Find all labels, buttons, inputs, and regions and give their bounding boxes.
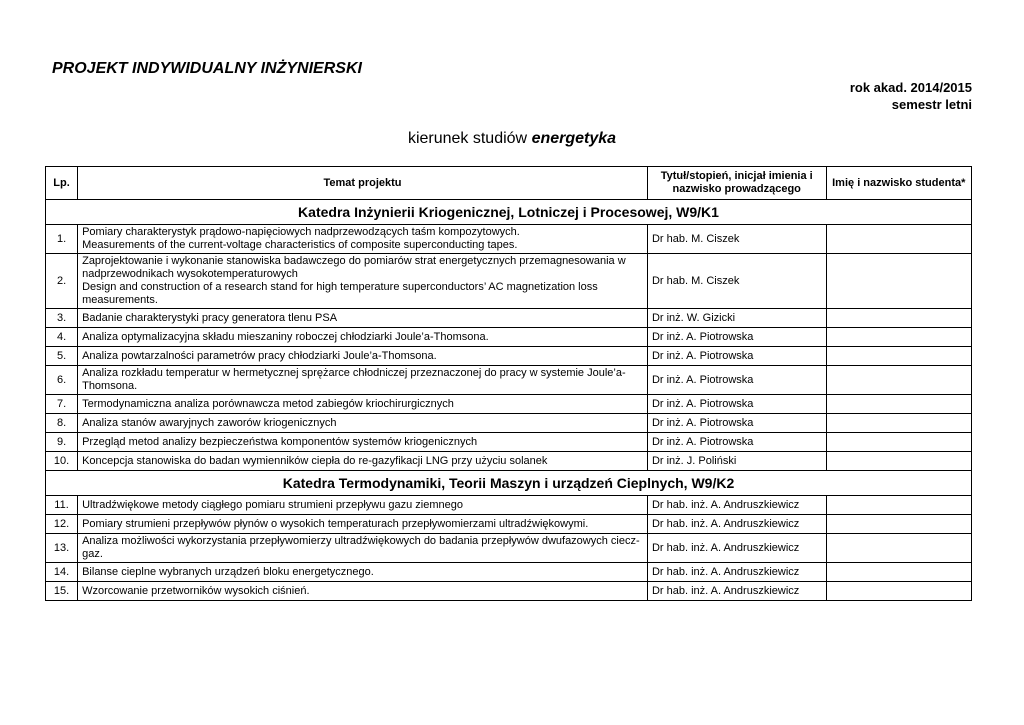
field-of-study bbox=[0, 130, 1024, 148]
column-header-supervisor: Tytuł/stopień, inicjał imienia i nazwisko prowadzącego bbox=[647, 167, 826, 200]
supervisor-name: Dr inż. A. Piotrowska bbox=[647, 366, 826, 395]
table-row bbox=[46, 534, 972, 563]
supervisor-name: Dr hab. inż. A. Andruszkiewicz bbox=[647, 515, 826, 534]
row-number: 3. bbox=[46, 309, 78, 328]
topic-english: Measurements of the current-voltage characteristics of composite superconducting tapes. bbox=[82, 239, 518, 251]
topic-polish: Pomiary strumieni przepływów płynów o wysokich temperaturach przepływomierzami ultradźwiękowymi. bbox=[82, 517, 589, 530]
supervisor-name: Dr inż. A. Piotrowska bbox=[647, 395, 826, 414]
project-topic bbox=[78, 366, 648, 395]
topic-polish: Bilanse cieplne wybranych urządzeń bloku energetycznego. bbox=[82, 565, 374, 578]
table-row bbox=[46, 496, 972, 515]
supervisor-name: Dr inż. A. Piotrowska bbox=[647, 328, 826, 347]
project-topic bbox=[78, 395, 648, 414]
student-name-cell[interactable] bbox=[826, 328, 971, 347]
table-row bbox=[46, 452, 972, 471]
project-topic bbox=[78, 452, 648, 471]
topic-polish: Wzorcowanie przetworników wysokich ciśnień. bbox=[82, 584, 310, 597]
project-topic bbox=[78, 515, 648, 534]
project-topic bbox=[78, 254, 648, 309]
table-body bbox=[46, 200, 972, 601]
table-row bbox=[46, 414, 972, 433]
student-name-cell[interactable] bbox=[826, 496, 971, 515]
topic-polish: Analiza rozkładu temperatur w hermetycznej sprężarce chłodniczej przeznaczonej do pracy w systemie Joule’a-Thomsona. bbox=[82, 367, 626, 392]
projects-table bbox=[45, 166, 972, 601]
column-header-lp: Lp. bbox=[46, 167, 78, 200]
topic-polish: Ultradźwiękowe metody ciągłego pomiaru strumieni przepływu gazu ziemnego bbox=[82, 498, 463, 511]
supervisor-name: Dr hab. M. Ciszek bbox=[647, 254, 826, 309]
department-name: Katedra Inżynierii Kriogenicznej, Lotniczej i Procesowej, W9/K1 bbox=[46, 200, 972, 225]
row-number: 11. bbox=[46, 496, 78, 515]
topic-polish: Koncepcja stanowiska do badan wymienników ciepła do re-gazyfikacji LNG przy użyciu solanek bbox=[82, 454, 548, 467]
row-number: 14. bbox=[46, 563, 78, 582]
project-topic bbox=[78, 309, 648, 328]
supervisor-name: Dr inż. A. Piotrowska bbox=[647, 414, 826, 433]
row-number: 1. bbox=[46, 225, 78, 254]
supervisor-name: Dr hab. M. Ciszek bbox=[647, 225, 826, 254]
row-number: 5. bbox=[46, 347, 78, 366]
row-number: 10. bbox=[46, 452, 78, 471]
student-name-cell[interactable] bbox=[826, 366, 971, 395]
department-row bbox=[46, 471, 972, 496]
project-topic bbox=[78, 225, 648, 254]
project-topic bbox=[78, 433, 648, 452]
supervisor-name: Dr hab. inż. A. Andruszkiewicz bbox=[647, 534, 826, 563]
project-topic bbox=[78, 496, 648, 515]
student-name-cell[interactable] bbox=[826, 395, 971, 414]
table-row bbox=[46, 395, 972, 414]
row-number: 13. bbox=[46, 534, 78, 563]
row-number: 6. bbox=[46, 366, 78, 395]
topic-english: Design and construction of a research stand for high temperature superconductors’ AC magnetization loss measurements. bbox=[82, 281, 598, 306]
project-topic bbox=[78, 534, 648, 563]
academic-year: rok akad. 2014/2015 bbox=[849, 80, 972, 95]
student-name-cell[interactable] bbox=[826, 414, 971, 433]
department-name: Katedra Termodynamiki, Teorii Maszyn i urządzeń Cieplnych, W9/K2 bbox=[46, 471, 972, 496]
row-number: 12. bbox=[46, 515, 78, 534]
academic-period bbox=[850, 79, 972, 113]
supervisor-name: Dr hab. inż. A. Andruszkiewicz bbox=[647, 496, 826, 515]
column-header-student: Imię i nazwisko studenta* bbox=[826, 167, 971, 200]
topic-polish: Zaprojektowanie i wykonanie stanowiska badawczego do pomiarów strat energetycznych przemagnesowania w nadprzewodnikach wysokotemperaturowych bbox=[82, 255, 626, 280]
student-name-cell[interactable] bbox=[826, 225, 971, 254]
table-row bbox=[46, 563, 972, 582]
department-row bbox=[46, 200, 972, 225]
row-number: 2. bbox=[46, 254, 78, 309]
student-name-cell[interactable] bbox=[826, 515, 971, 534]
table-row bbox=[46, 347, 972, 366]
table-row bbox=[46, 225, 972, 254]
supervisor-name: Dr hab. inż. A. Andruszkiewicz bbox=[647, 563, 826, 582]
student-name-cell[interactable] bbox=[826, 309, 971, 328]
topic-polish: Analiza optymalizacyjna składu mieszaniny roboczej chłodziarki Joule’a-Thomsona. bbox=[82, 330, 489, 343]
supervisor-name: Dr inż. J. Poliński bbox=[647, 452, 826, 471]
topic-polish: Analiza możliwości wykorzystania przepływomierzy ultradźwiękowych do badania przepływów dwufazowych ciecz-gaz. bbox=[82, 535, 640, 560]
table-header-row bbox=[46, 167, 972, 200]
project-topic bbox=[78, 582, 648, 601]
topic-polish: Analiza powtarzalności parametrów pracy chłodziarki Joule’a-Thomsona. bbox=[82, 349, 437, 362]
table-row bbox=[46, 254, 972, 309]
semester: semestr letni bbox=[891, 97, 972, 112]
project-topic bbox=[78, 414, 648, 433]
student-name-cell[interactable] bbox=[826, 563, 971, 582]
student-name-cell[interactable] bbox=[826, 254, 971, 309]
topic-polish: Badanie charakterystyki pracy generatora tlenu PSA bbox=[82, 311, 338, 324]
row-number: 9. bbox=[46, 433, 78, 452]
student-name-cell[interactable] bbox=[826, 452, 971, 471]
table-row bbox=[46, 328, 972, 347]
table-row bbox=[46, 366, 972, 395]
topic-polish: Pomiary charakterystyk prądowo-napięciowych nadprzewodzących taśm kompozytowych. bbox=[82, 226, 520, 238]
student-name-cell[interactable] bbox=[826, 582, 971, 601]
field-value: energetyka bbox=[531, 130, 617, 147]
column-header-topic: Temat projektu bbox=[78, 167, 648, 200]
table-row bbox=[46, 433, 972, 452]
supervisor-name: Dr inż. W. Gizicki bbox=[647, 309, 826, 328]
supervisor-name: Dr inż. A. Piotrowska bbox=[647, 433, 826, 452]
project-topic bbox=[78, 347, 648, 366]
row-number: 15. bbox=[46, 582, 78, 601]
topic-polish: Analiza stanów awaryjnych zaworów kriogenicznych bbox=[82, 416, 337, 429]
topic-polish: Przegląd metod analizy bezpieczeństwa komponentów systemów kriogenicznych bbox=[82, 435, 478, 448]
supervisor-name: Dr inż. A. Piotrowska bbox=[647, 347, 826, 366]
table-row bbox=[46, 582, 972, 601]
supervisor-name: Dr hab. inż. A. Andruszkiewicz bbox=[647, 582, 826, 601]
table-row bbox=[46, 515, 972, 534]
table-row bbox=[46, 309, 972, 328]
project-topic bbox=[78, 328, 648, 347]
row-number: 4. bbox=[46, 328, 78, 347]
row-number: 8. bbox=[46, 414, 78, 433]
project-topic bbox=[78, 563, 648, 582]
field-prefix: kierunek studiów bbox=[407, 130, 528, 147]
student-name-cell[interactable] bbox=[826, 534, 971, 563]
student-name-cell[interactable] bbox=[826, 433, 971, 452]
document-title: PROJEKT INDYWIDUALNY INŻYNIERSKI bbox=[52, 60, 362, 77]
student-name-cell[interactable] bbox=[826, 347, 971, 366]
topic-polish: Termodynamiczna analiza porównawcza metod zabiegów kriochirurgicznych bbox=[82, 397, 454, 410]
row-number: 7. bbox=[46, 395, 78, 414]
